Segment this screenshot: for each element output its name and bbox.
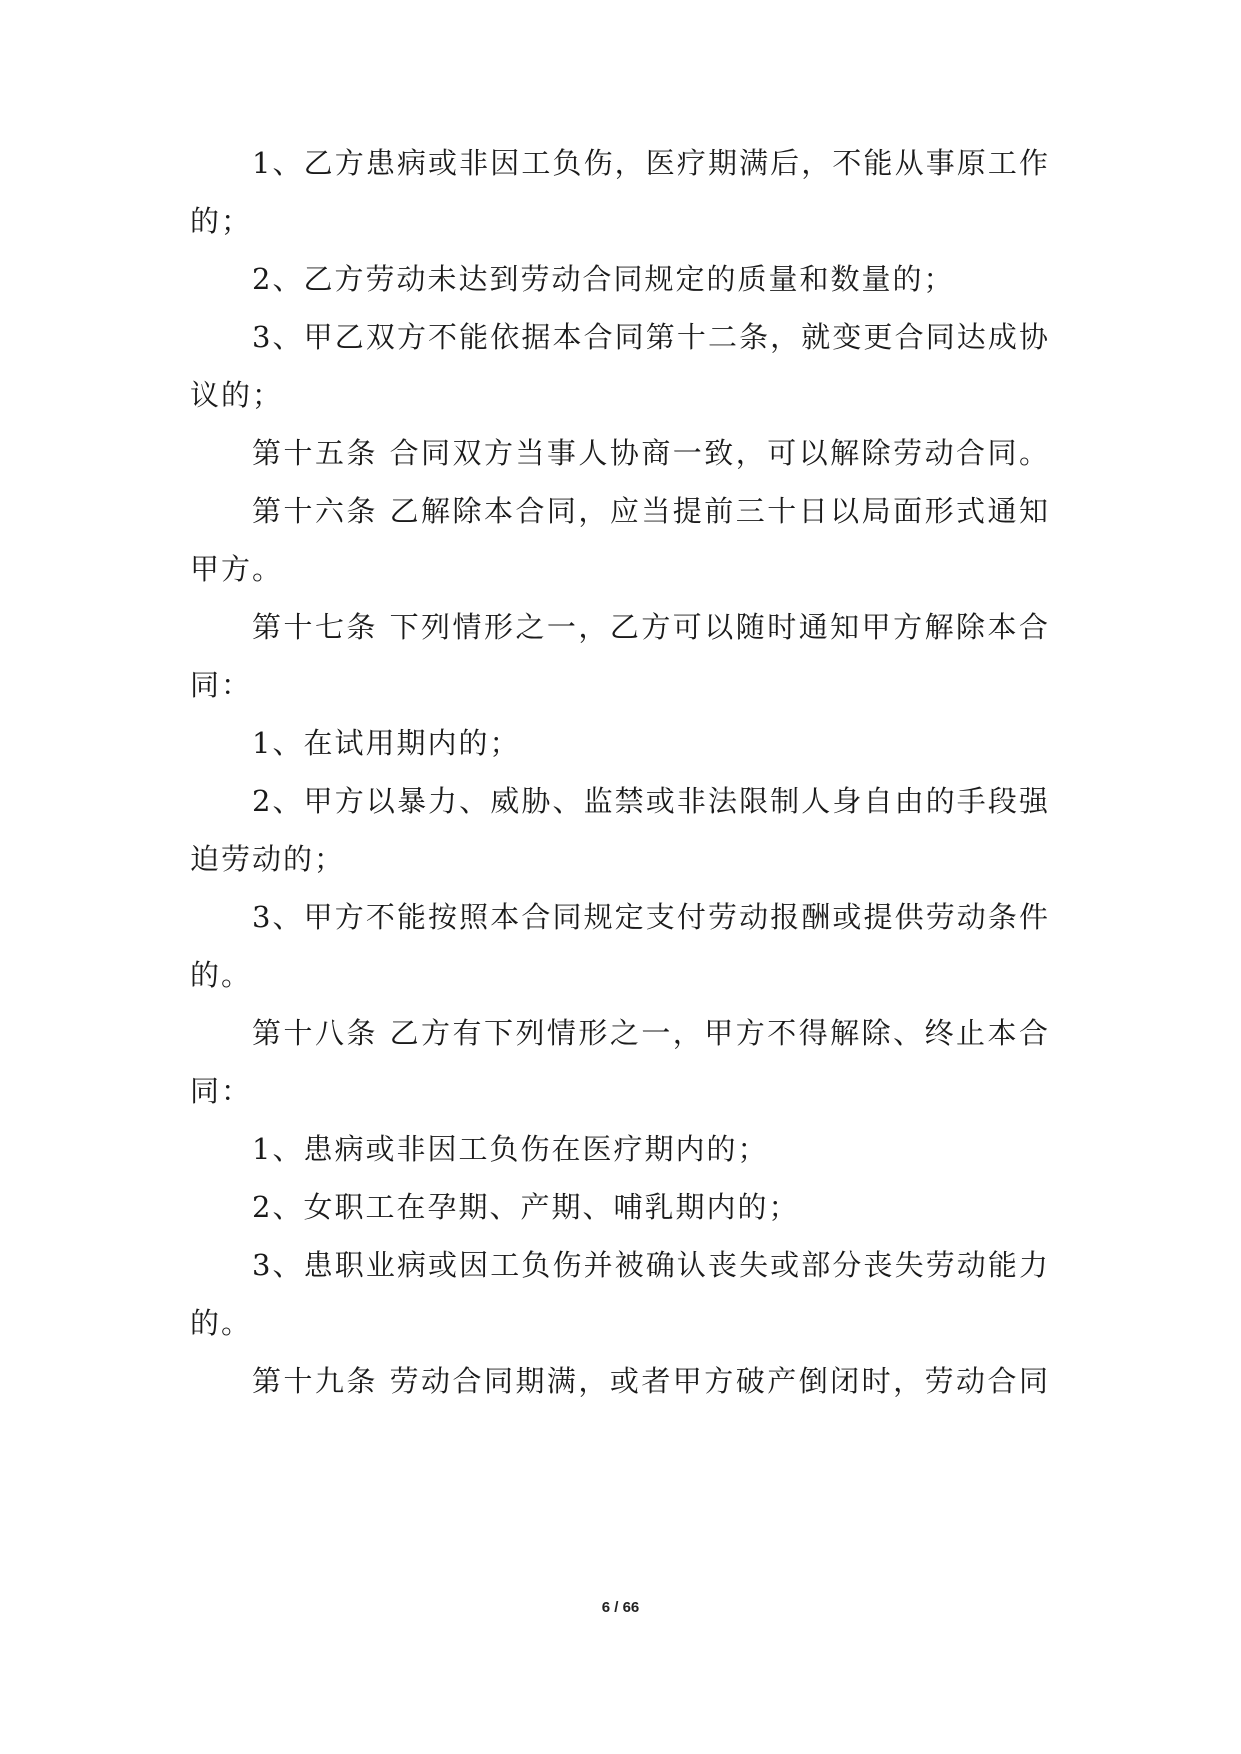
paragraph-13-line-1: 3、患职业病或因工负伤并被确认丧失或部分丧失劳动能力 [252,1248,1050,1282]
page-number: 6 / 66 [601,1599,640,1616]
paragraph-14-line-1: 第十九条 劳动合同期满，或者甲方破产倒闭时，劳动合同 [252,1364,1050,1398]
paragraph-10-line-2: 同： [190,1074,253,1108]
paragraph-6-line-2: 同： [190,668,253,702]
paragraph-9-line-1: 3、甲方不能按照本合同规定支付劳动报酬或提供劳动条件 [252,900,1050,934]
paragraph-3-line-1: 3、甲乙双方不能依据本合同第十二条，就变更合同达成协 [252,320,1050,354]
paragraph-2-line-1: 2、乙方劳动未达到劳动合同规定的质量和数量的； [252,262,955,296]
paragraph-12-line-1: 2、女职工在孕期、产期、哺乳期内的； [252,1190,800,1224]
paragraph-7-line-1: 1、在试用期内的； [252,726,521,760]
paragraph-13-line-2: 的。 [190,1306,253,1340]
paragraph-4-line-1: 第十五条 合同双方当事人协商一致，可以解除劳动合同。 [252,436,1050,470]
paragraph-10-line-1: 第十八条 乙方有下列情形之一，甲方不得解除、终止本合 [252,1016,1050,1050]
paragraph-1-line-1: 1、乙方患病或非因工负伤，医疗期满后，不能从事原工作 [252,146,1050,180]
paragraph-8-line-2: 迫劳动的； [190,842,346,876]
paragraph-11-line-1: 1、患病或非因工负伤在医疗期内的； [252,1132,769,1166]
paragraph-8-line-1: 2、甲方以暴力、威胁、监禁或非法限制人身自由的手段强 [252,784,1050,818]
paragraph-1-line-2: 的； [190,204,253,238]
paragraph-3-line-2: 议的； [190,378,284,412]
paragraph-5-line-1: 第十六条 乙解除本合同，应当提前三十日以局面形式通知 [252,494,1050,528]
paragraph-6-line-1: 第十七条 下列情形之一，乙方可以随时通知甲方解除本合 [252,610,1050,644]
paragraph-5-line-2: 甲方。 [190,552,284,586]
paragraph-9-line-2: 的。 [190,958,253,992]
